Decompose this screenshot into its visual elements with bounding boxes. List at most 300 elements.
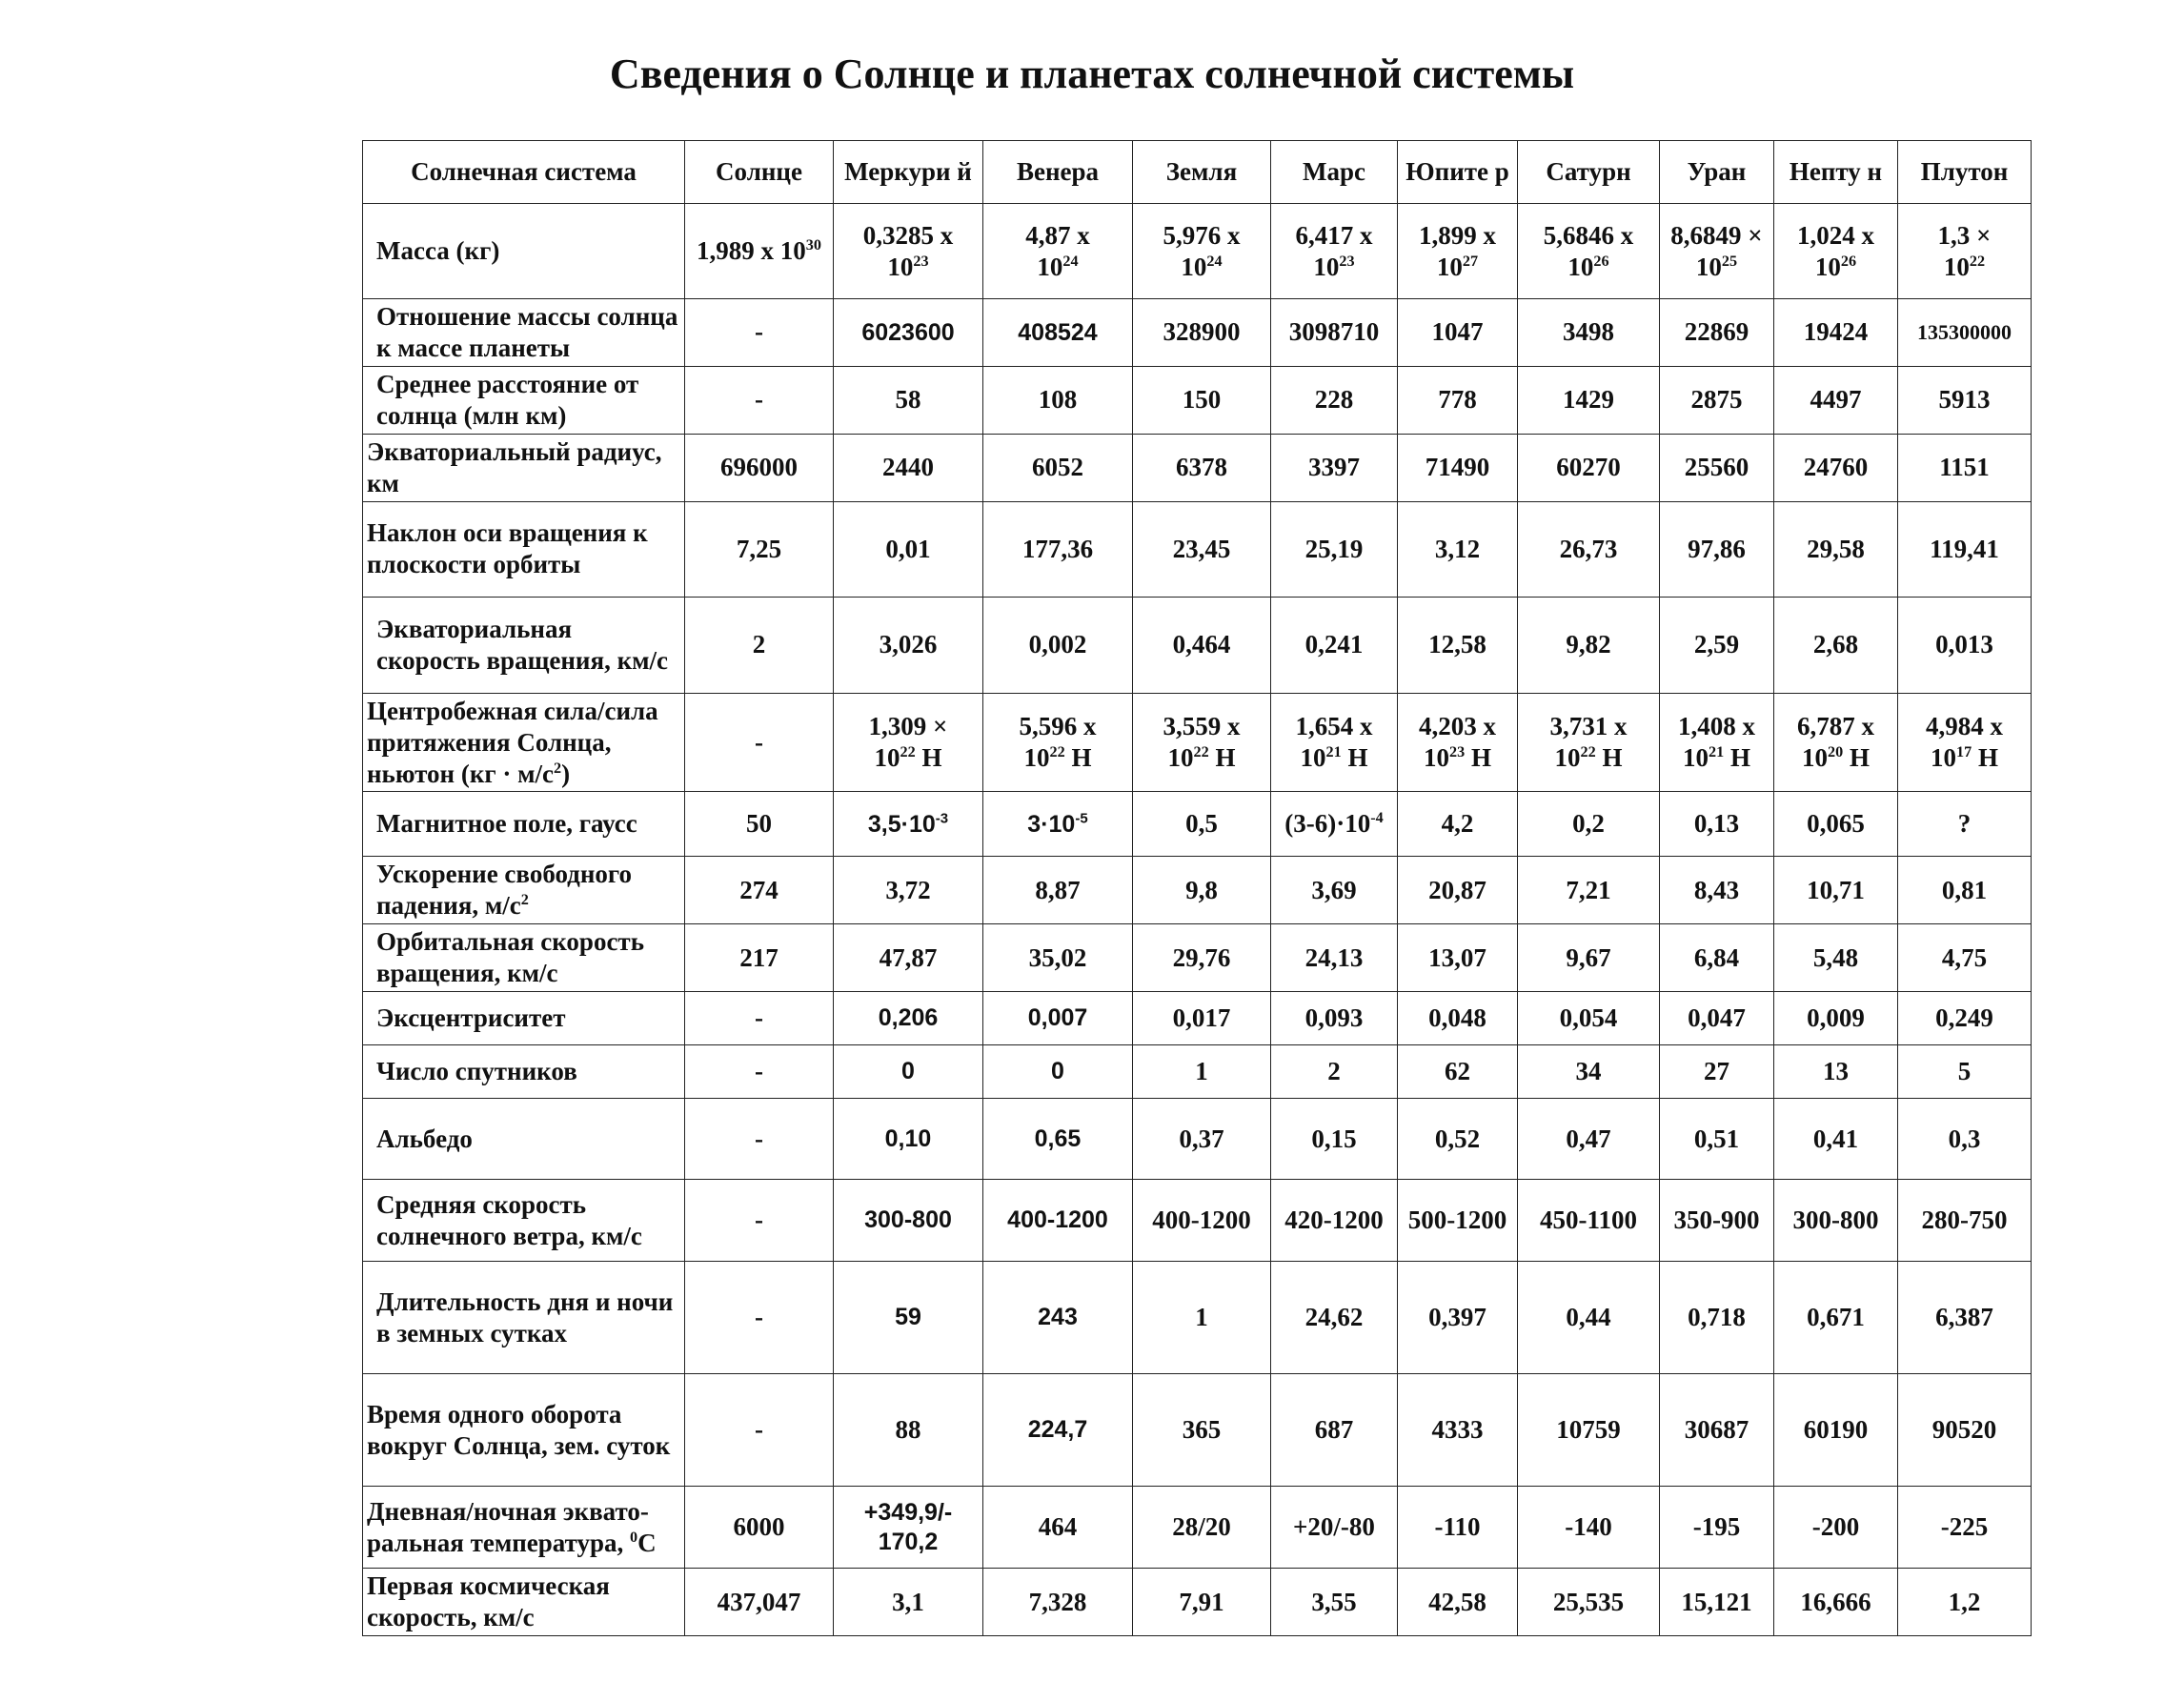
value-text: 7,25	[736, 534, 782, 563]
value-line-2	[1778, 742, 1893, 774]
row-label-superscript: 2	[520, 891, 529, 909]
value-text: 0,464	[1172, 630, 1231, 659]
value-cell	[1133, 1180, 1271, 1262]
value-text: 16,666	[1800, 1587, 1871, 1616]
value-cell	[1133, 1374, 1271, 1487]
value-cell	[1774, 204, 1898, 299]
value-cell	[1271, 792, 1398, 857]
row-label	[363, 597, 685, 693]
value-cell	[1518, 1262, 1660, 1374]
value-exponent: 30	[805, 236, 821, 254]
value-cell	[1518, 501, 1660, 597]
value-cell	[1271, 1180, 1398, 1262]
row-label-text: Время одного оборота вокруг Солнца, зем. суток	[367, 1399, 671, 1460]
value-cell	[1133, 299, 1271, 367]
value-line-2	[1664, 252, 1769, 283]
value-cell	[1398, 1569, 1518, 1636]
value-text: 8,87	[1035, 875, 1081, 904]
value-unit: Н	[1724, 743, 1750, 773]
value-text: 4497	[1810, 385, 1862, 415]
value-cell	[1774, 857, 1898, 924]
value-text: (3-6)·10	[1284, 809, 1371, 839]
header-row-label: Солнечная система	[363, 141, 685, 204]
value-cell	[983, 857, 1133, 924]
row-label	[363, 693, 685, 792]
value-base: 10	[1567, 252, 1594, 281]
value-cell	[834, 1045, 983, 1099]
value-text: 7,91	[1179, 1587, 1224, 1616]
value-text: -	[755, 385, 763, 415]
value-text: 300-800	[1792, 1206, 1879, 1235]
value-text: 3,55	[1311, 1587, 1357, 1616]
value-line-1: 1,408 x	[1678, 712, 1755, 741]
value-text: 228	[1314, 385, 1354, 415]
value-exponent: -4	[1370, 809, 1384, 827]
value-line-1: 6,417 x	[1295, 220, 1373, 250]
value-text: 0,41	[1812, 1124, 1859, 1153]
value-base: 10	[1023, 743, 1050, 773]
value-unit: Н	[1208, 743, 1236, 773]
value-cell	[983, 1045, 1133, 1099]
row-label	[363, 1045, 685, 1099]
value-cell	[834, 299, 983, 367]
value-text: 778	[1438, 385, 1477, 415]
value-cell	[1774, 992, 1898, 1045]
value-text: 9,82	[1566, 630, 1611, 659]
value-cell	[1271, 1045, 1398, 1099]
value-text: 243	[1038, 1304, 1078, 1331]
value-cell	[1133, 992, 1271, 1045]
value-cell	[1898, 501, 2032, 597]
value-text: 29,76	[1172, 942, 1231, 972]
row-label	[363, 434, 685, 501]
value-base: 170,2	[878, 1528, 939, 1555]
row-label	[363, 924, 685, 992]
value-text: 1,2	[1948, 1587, 1981, 1616]
value-exponent: 22	[1580, 743, 1596, 761]
value-line-2	[838, 252, 979, 283]
value-line-2	[1778, 252, 1893, 283]
value-cell	[1660, 501, 1774, 597]
row-label	[363, 1180, 685, 1262]
table-row	[363, 693, 2032, 792]
value-text: 0,048	[1428, 1003, 1486, 1033]
value-text: 119,41	[1930, 534, 1999, 563]
column-header: Уран	[1660, 141, 1774, 204]
value-cell	[1660, 434, 1774, 501]
value-line-1: 1,3 ×	[1937, 220, 1992, 250]
value-cell	[1898, 1374, 2032, 1487]
value-cell	[1271, 501, 1398, 597]
row-label-text: Ускорение свободного падения, м/с	[376, 860, 632, 921]
value-text: 1	[1195, 1303, 1208, 1332]
value-text: 10759	[1556, 1415, 1621, 1445]
value-cell	[1271, 1487, 1398, 1569]
value-exponent: 26	[1593, 252, 1609, 270]
value-text: 0,671	[1807, 1303, 1865, 1332]
value-text: 6023600	[861, 318, 955, 346]
value-text: 1429	[1563, 385, 1614, 415]
row-label-text: Средняя скорость солнечного ветра, км/с	[376, 1189, 642, 1250]
value-text: 4,2	[1441, 809, 1474, 839]
value-cell	[685, 1262, 834, 1374]
value-line-1: 4,984 x	[1926, 712, 2003, 741]
value-text: 8,43	[1693, 875, 1740, 904]
value-cell	[1271, 434, 1398, 501]
value-cell	[834, 434, 983, 501]
value-text: 0,093	[1304, 1003, 1364, 1033]
value-line-1: 1,654 x	[1295, 712, 1373, 741]
value-line-1: 1,024 x	[1797, 220, 1874, 250]
value-cell	[1660, 1045, 1774, 1099]
value-text: 25,535	[1552, 1587, 1625, 1616]
row-label-text: Масса (кг)	[376, 236, 500, 266]
value-cell	[1898, 1262, 2032, 1374]
value-cell	[1898, 434, 2032, 501]
value-text: 25,19	[1304, 534, 1364, 563]
table-row	[363, 1569, 2032, 1636]
value-text: 7,328	[1028, 1587, 1087, 1616]
value-exponent: 25	[1721, 252, 1738, 270]
value-text: 0,52	[1434, 1124, 1481, 1153]
value-cell	[1774, 299, 1898, 367]
value-unit: Н	[1595, 743, 1623, 773]
value-line-1: 6,787 x	[1797, 712, 1874, 741]
value-cell	[1898, 924, 2032, 992]
value-text: 60270	[1556, 453, 1621, 482]
value-line-2	[1664, 742, 1769, 774]
value-cell	[834, 992, 983, 1045]
row-label-text: Экваториальный радиус, км	[367, 436, 662, 497]
value-cell	[1518, 1374, 1660, 1487]
value-text: -	[755, 1206, 763, 1235]
value-unit: Н	[1064, 743, 1092, 773]
value-cell	[1898, 1045, 2032, 1099]
value-cell	[834, 924, 983, 992]
value-text: 3,1	[892, 1587, 924, 1616]
table-body	[363, 204, 2032, 1636]
value-exponent: 17	[1956, 743, 1972, 761]
value-text: 0,249	[1935, 1003, 1993, 1033]
value-text: -195	[1692, 1512, 1741, 1542]
value-text: 3498	[1563, 317, 1614, 347]
value-text: 3,5·10	[867, 810, 936, 838]
value-cell	[983, 1569, 1133, 1636]
value-cell	[1660, 992, 1774, 1045]
value-text: 24760	[1803, 453, 1869, 482]
value-text: 0,013	[1935, 630, 1993, 659]
table-row	[363, 1374, 2032, 1487]
value-cell	[685, 501, 834, 597]
value-cell	[1398, 597, 1518, 693]
value-cell	[685, 1045, 834, 1099]
value-cell	[685, 992, 834, 1045]
value-exponent: 23	[1339, 252, 1355, 270]
value-cell	[1398, 992, 1518, 1045]
value-text: 0,241	[1304, 630, 1364, 659]
value-cell	[1398, 1045, 1518, 1099]
value-text: 0,002	[1028, 630, 1087, 659]
row-label-text: Орбитальная скорость вращения, км/с	[376, 927, 644, 988]
value-cell	[983, 1099, 1133, 1180]
table-header-row	[363, 141, 2032, 204]
value-text: 10,71	[1807, 875, 1865, 904]
value-cell	[983, 1374, 1133, 1487]
value-cell	[1660, 1374, 1774, 1487]
row-label	[363, 366, 685, 434]
value-cell	[1774, 366, 1898, 434]
value-text: 1,989 x 10	[697, 236, 806, 266]
row-label-text: Первая космическая скорость, км/с	[367, 1571, 610, 1632]
value-cell	[834, 1569, 983, 1636]
row-label-text: Длительность дня и ночи в земных сутках	[376, 1287, 674, 1347]
value-text: 400-1200	[1007, 1206, 1108, 1234]
value-cell	[834, 1180, 983, 1262]
value-cell	[1398, 501, 1518, 597]
value-cell	[1660, 924, 1774, 992]
value-text: 50	[746, 809, 772, 839]
value-text: 0,007	[1027, 1004, 1088, 1032]
value-text: -	[755, 1415, 763, 1445]
value-text: 4333	[1431, 1415, 1484, 1445]
value-cell	[983, 501, 1133, 597]
value-cell	[834, 1262, 983, 1374]
value-text: 3397	[1308, 453, 1360, 482]
value-text: 1	[1195, 1057, 1208, 1086]
value-text: +20/-80	[1293, 1512, 1375, 1542]
value-cell	[1133, 1487, 1271, 1569]
value-cell	[1774, 693, 1898, 792]
value-text: 108	[1038, 385, 1078, 415]
row-label-text: Центробежная сила/сила притяжения Солнца, ньютон (кг · м/с	[367, 696, 658, 788]
value-text: 24,62	[1304, 1303, 1364, 1332]
value-line-2	[838, 1528, 979, 1557]
value-text: 9,67	[1566, 942, 1611, 972]
value-text: 437,047	[717, 1587, 801, 1616]
value-line-1: 1,899 x	[1419, 220, 1496, 250]
value-text: 177,36	[1021, 534, 1094, 563]
value-cell	[1898, 366, 2032, 434]
value-cell	[1518, 1045, 1660, 1099]
value-text: 5,48	[1812, 942, 1859, 972]
value-line-2	[1137, 742, 1266, 774]
value-line-2	[987, 742, 1128, 774]
value-text: 2,68	[1812, 630, 1859, 659]
value-text: 300-800	[864, 1206, 952, 1234]
value-text: 3,72	[885, 875, 931, 904]
value-cell	[1660, 857, 1774, 924]
value-text: 6,84	[1693, 942, 1740, 972]
value-text: 26,73	[1559, 534, 1618, 563]
row-label-text: Наклон оси вращения к плоскости орбиты	[367, 518, 648, 579]
value-cell	[983, 204, 1133, 299]
value-text: 24,13	[1304, 942, 1364, 972]
value-cell	[1133, 501, 1271, 597]
value-cell	[1398, 434, 1518, 501]
value-text: -110	[1434, 1512, 1481, 1542]
value-exponent: 21	[1325, 743, 1342, 761]
value-line-2	[1522, 742, 1655, 774]
value-text: 0,3	[1948, 1124, 1981, 1153]
value-cell	[1518, 924, 1660, 992]
table-row	[363, 434, 2032, 501]
value-text: 20,87	[1428, 875, 1486, 904]
row-label-text: Дневная/ночная эквато- ральная температура,	[367, 1496, 649, 1557]
value-base: 10	[1037, 252, 1063, 281]
value-cell	[1271, 204, 1398, 299]
row-label-text: Число спутников	[376, 1057, 577, 1086]
value-cell	[1398, 1099, 1518, 1180]
value-cell	[1398, 366, 1518, 434]
value-cell	[685, 299, 834, 367]
value-text: 47,87	[879, 942, 938, 972]
value-unit: Н	[915, 743, 942, 773]
value-exponent: -5	[1075, 810, 1088, 827]
value-text: 0,054	[1559, 1003, 1618, 1033]
value-text: 328900	[1163, 317, 1241, 347]
row-label	[363, 1569, 685, 1636]
value-cell	[834, 597, 983, 693]
value-text: 25560	[1684, 453, 1749, 482]
value-text: 696000	[720, 453, 798, 482]
value-exponent: 24	[1062, 252, 1079, 270]
column-header: Солнце	[685, 141, 834, 204]
value-cell	[1398, 204, 1518, 299]
row-label	[363, 857, 685, 924]
value-text: 6378	[1176, 453, 1227, 482]
table-row	[363, 597, 2032, 693]
value-text: 150	[1182, 385, 1222, 415]
value-cell	[1133, 204, 1271, 299]
value-exponent: 20	[1828, 743, 1844, 761]
value-text: 6000	[733, 1512, 785, 1542]
value-exponent: 26	[1840, 252, 1857, 270]
value-cell	[1398, 299, 1518, 367]
value-cell	[1660, 1180, 1774, 1262]
value-cell	[685, 857, 834, 924]
value-text: 29,58	[1807, 534, 1865, 563]
value-cell	[1660, 597, 1774, 693]
value-exponent: 22	[1969, 252, 1986, 270]
value-text: 0,15	[1311, 1124, 1357, 1153]
row-label-text: Отношение массы солнца к массе планеты	[376, 302, 678, 362]
value-exponent: 23	[1449, 743, 1466, 761]
value-cell	[1398, 792, 1518, 857]
value-text: 0,51	[1693, 1124, 1740, 1153]
value-cell	[1398, 1180, 1518, 1262]
value-cell	[1518, 1180, 1660, 1262]
value-cell	[1660, 366, 1774, 434]
value-cell	[834, 1099, 983, 1180]
value-cell	[983, 1262, 1133, 1374]
value-text: 2440	[882, 453, 934, 482]
value-text: 420-1200	[1284, 1206, 1384, 1235]
value-cell	[1774, 597, 1898, 693]
value-line-2	[1902, 742, 2027, 774]
value-text: 3,69	[1311, 875, 1357, 904]
value-cell	[1133, 1045, 1271, 1099]
table-row	[363, 204, 2032, 299]
value-unit: Н	[1465, 743, 1491, 773]
value-cell	[1518, 693, 1660, 792]
value-cell	[983, 597, 1133, 693]
value-text: 62	[1445, 1057, 1470, 1086]
value-cell	[685, 1180, 834, 1262]
value-line-1: 8,6849 ×	[1670, 220, 1763, 250]
value-text: 6052	[1032, 453, 1083, 482]
value-base: 10	[1424, 743, 1450, 773]
value-base: 10	[874, 743, 900, 773]
value-text: 27	[1704, 1057, 1729, 1086]
value-text: 59	[895, 1304, 921, 1331]
value-unit: Н	[1843, 743, 1870, 773]
value-text: 224,7	[1027, 1416, 1088, 1444]
value-text: 350-900	[1673, 1206, 1760, 1235]
value-exponent: 23	[913, 252, 929, 270]
value-text: 0,01	[885, 534, 931, 563]
value-line-1: 0,3285 x	[862, 220, 954, 250]
value-text: 90520	[1931, 1415, 1997, 1445]
value-text: ?	[1957, 809, 1972, 839]
value-cell	[1271, 992, 1398, 1045]
value-cell	[685, 792, 834, 857]
value-cell	[1898, 693, 2032, 792]
value-exponent: 21	[1709, 743, 1725, 761]
value-cell	[685, 434, 834, 501]
value-cell	[1660, 204, 1774, 299]
value-text: 450-1100	[1539, 1206, 1637, 1235]
value-cell	[834, 204, 983, 299]
value-line-1: 5,596 x	[1019, 712, 1097, 741]
value-cell	[1271, 1374, 1398, 1487]
value-cell	[1898, 857, 2032, 924]
column-header: Меркури й	[834, 141, 983, 204]
value-line-1: 3,559 x	[1163, 712, 1241, 741]
row-label	[363, 1262, 685, 1374]
value-cell	[1898, 992, 2032, 1045]
value-cell	[983, 992, 1133, 1045]
column-header: Марс	[1271, 141, 1398, 204]
row-label-text: Эксцентриситет	[376, 1003, 566, 1033]
value-text: 3·10	[1027, 810, 1076, 838]
value-cell	[1898, 204, 2032, 299]
value-text: -	[755, 1303, 763, 1332]
value-text: 22869	[1684, 317, 1749, 347]
value-cell	[1518, 1099, 1660, 1180]
column-header: Непту н	[1774, 141, 1898, 204]
value-text: 0,718	[1688, 1303, 1746, 1332]
value-text: -225	[1940, 1512, 1989, 1542]
table-row	[363, 857, 2032, 924]
value-cell	[1133, 366, 1271, 434]
value-text: 400-1200	[1152, 1206, 1251, 1235]
value-cell	[1518, 857, 1660, 924]
value-line-2	[987, 252, 1128, 283]
row-label	[363, 204, 685, 299]
value-text: 42,58	[1428, 1587, 1486, 1616]
value-text: 71490	[1425, 453, 1490, 482]
row-label	[363, 1099, 685, 1180]
value-text: 0,47	[1566, 1124, 1611, 1153]
value-cell	[1660, 1099, 1774, 1180]
value-cell	[1133, 792, 1271, 857]
value-text: 0,397	[1428, 1303, 1486, 1332]
value-line-1: +349,9/-	[863, 1499, 953, 1527]
value-cell	[685, 1374, 834, 1487]
value-cell	[1271, 857, 1398, 924]
value-text: -	[755, 317, 763, 347]
value-cell	[1133, 1262, 1271, 1374]
